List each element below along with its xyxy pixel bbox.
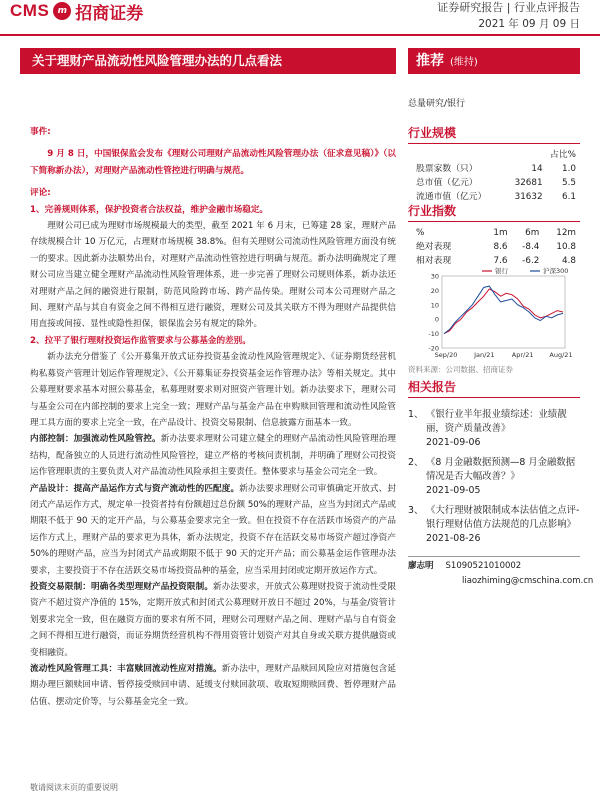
analyst-name: 廖志明 (408, 561, 434, 571)
x-tick-label: Aug/21 (549, 351, 573, 359)
product-design-paragraph (30, 481, 396, 579)
related-num: 1、 (408, 409, 424, 420)
y-tick-label: 0 (434, 315, 439, 324)
row-value: 10.8 (556, 242, 576, 252)
rating-bar (408, 48, 580, 74)
related-num: 3、 (408, 505, 424, 516)
plot-frame (442, 276, 565, 348)
col-header: 6m (525, 228, 540, 238)
rating-sub: (维持) (450, 57, 478, 68)
col-header: % (416, 228, 425, 238)
index-line-chart (420, 262, 573, 362)
y-tick-label: 20 (430, 286, 439, 295)
related-date: 2021-09-06 (426, 437, 481, 448)
related-date: 2021-08-26 (426, 533, 481, 544)
table-row (416, 176, 576, 190)
footer-note: 敬请阅读末页的重要说明 (30, 783, 118, 792)
row-value: 31632 (514, 192, 543, 202)
related-date: 2021-09-05 (426, 485, 481, 496)
row-label: 总市值（亿元） (416, 178, 478, 188)
report-title: 关于理财产品流动性风险管理办法的几点看法 (20, 48, 396, 74)
trade-limit-paragraph (30, 579, 396, 661)
analyst-email[interactable]: liaozhiming@cmschina.com.cn (462, 576, 594, 586)
table-row (416, 162, 576, 176)
header-info (437, 0, 580, 32)
related-report-item[interactable] (408, 456, 580, 498)
y-tick-label: 10 (430, 301, 439, 310)
industry-scale-table (416, 148, 576, 204)
section-2-title: 2、拉平了银行理财投资运作监管要求与公募基金的差别。 (30, 335, 251, 346)
col-header: 1m (493, 228, 508, 238)
section-1-title: 1、完善规则体系，保护投资者合法权益，维护金融市场稳定。 (30, 204, 269, 215)
row-pct: 1.0 (562, 164, 576, 174)
pct-header: 占比% (550, 150, 576, 160)
sector-label: 总量研究/银行 (408, 99, 466, 109)
x-tick-label: Jan/21 (474, 351, 495, 359)
related-text: 《8 月金融数据预测—8 月金融数据情况是否大幅改善？》 (426, 457, 576, 482)
chart-source: 资料来源：公司数据、招商证券 (408, 365, 513, 374)
row-value: 32681 (514, 178, 543, 188)
comment-title: 评论: (30, 188, 51, 199)
rating-label: 推荐 (416, 53, 444, 69)
analyst-cert: S1090521010002 (445, 561, 522, 571)
legend-label: 沪深300 (543, 267, 569, 275)
row-label: 相对表现 (416, 256, 452, 266)
logo-badge-icon: m (53, 2, 71, 20)
row-value: -6.2 (522, 256, 540, 266)
row-value: 4.8 (562, 256, 576, 266)
company-logo (10, 0, 143, 22)
internal-control-text: 新办法要求理财公司建立健全的理财产品流动性风险管理治理结构，配备独立的人员进行流动性风险管控，建立严格的考核问责机制，并明确了理财公司投资运作管理职责的主要负责人对产品流动性风险承担主要责任。整体要求与基金公司完全一致。 (30, 434, 396, 478)
trade-limit-text: 新办法要求，开放式公募理财投资于流动性受限资产不超过资产净值的 15%，定期开放式和封闭式公募理财开放日不超过 20%，与基金/资管计划要求完全一致，但在融资方面的要求有所不同，理财公司理财产品之间、理财产品与自有资金之间不得相互进行融资，而证券期货经营机构不得用资管计划资产对其自身或关联方提供融资或变相融资。 (30, 581, 396, 658)
main-body (30, 124, 396, 710)
x-tick-label: Sep/20 (434, 351, 458, 359)
product-design-text: 新办法要求理财公司审慎确定开放式、封闭式产品运作方式，规定单一投资者持有份额超过总份额 50%的理财产品，应当为封闭式产品或期限不低于 90 天的定开产品，与公募基金要求完全一致。但在投资不存在活跃市场资产的产品运作方式上，理财产品的要求更为具体，新办法规定，投资不存在活跃交易市场资产超过净资产 50%的理财产品，应当为封闭式产品或期限不低于 90 天的定开产品；而公募基金运作管理办法要求，主要投资于不存在活跃交易市场投资品种的基金，应当采用封闭或定期开放运作方式。 (30, 483, 396, 576)
series-line-bank (444, 289, 563, 334)
event-text: 9 月 8 日，中国银保监会发布《理财公司理财产品流动性风险管理办法（征求意见稿）》（以下简称新办法），对理财产品流动性管控进行明确与规范。 (30, 149, 396, 176)
row-label: 绝对表现 (416, 242, 452, 252)
row-value: 14 (531, 164, 543, 174)
related-text: 《银行业半年报业绩综述：业绩靓丽，资产质量改善》 (426, 409, 567, 434)
industry-scale-title: 行业规模 (408, 124, 580, 144)
analyst-info (408, 556, 594, 589)
product-design-title: 产品设计：提高产品运作方式与资产流动性的匹配度。 (30, 483, 240, 494)
col-header: 12m (556, 228, 576, 238)
legend-label: 银行 (495, 267, 508, 275)
related-report-item[interactable] (408, 408, 580, 450)
x-tick-label: Apr/21 (511, 351, 534, 359)
row-value: -8.4 (522, 242, 540, 252)
row-label: 股票家数（只） (416, 164, 478, 174)
row-value: 8.6 (493, 242, 508, 252)
section-2-text: 新办法充分借鉴了《公开募集开放式证券投资基金流动性风险管理规定》、《证券期货经营机构私募资产管理计划运作管理规定》、《公开募集证券投资基金运作管理办法》等相关规定。其中公募理财要求基本对照公募基金，私募理财要求则对照资产管理计划。新办法要求下，理财公司与基金公司在内部控制的要求上完全一致；理财产品与基金产品在申购赎回管理和流动性风险管理工具方面的要求上完全一致，在产品设计、投资交易限制、信息披露方面基本一致。 (30, 352, 396, 428)
industry-index-section (408, 202, 580, 268)
internal-control-title: 内部控制：加强流动性风险管控。 (30, 434, 161, 445)
trade-limit-title: 投资交易限制：明确各类型理财产品投资限制。 (30, 581, 214, 592)
related-num: 2、 (408, 457, 424, 468)
logo-cn: 招商证券 (75, 3, 144, 24)
report-date: 2021 年 09 月 09 日 (478, 18, 580, 30)
row-label: 流通市值（亿元） (416, 192, 487, 202)
logo-en: CMS (10, 1, 50, 20)
report-type: 证券研究报告 | 行业点评报告 (437, 1, 580, 14)
liquidity-tool-title: 流动性风险管理工具：丰富赎回流动性应对措施。 (30, 664, 222, 674)
industry-scale-section (408, 124, 580, 204)
related-text: 《大行理财被限制成本法估值之点评-银行理财估值方法规范的几点影响》 (426, 505, 580, 530)
liquidity-tool-text: 新办法中，理财产品赎回风险应对措施包含延期办理巨额赎回申请、暂停接受赎回申请、延缓支付赎回款项、收取短期赎回费、暂停理财产品估值、摆动定价等，与公募基金完全一致。 (30, 664, 396, 707)
industry-index-title: 行业指数 (408, 202, 580, 222)
row-pct: 5.5 (562, 178, 576, 188)
table-row (416, 240, 576, 254)
y-tick-label: 30 (430, 272, 439, 281)
event-title: 事件: (30, 127, 51, 137)
row-value: 7.6 (493, 256, 508, 266)
y-tick-label: -10 (428, 330, 439, 339)
liquidity-tool-paragraph (30, 661, 396, 710)
series-line-hs300 (444, 286, 563, 334)
related-reports-section (408, 378, 580, 552)
row-pct: 6.1 (562, 192, 576, 202)
related-title: 相关报告 (408, 378, 580, 398)
y-tick-label: -20 (428, 344, 439, 353)
section-1-text: 理财公司已成为理财市场规模最大的类型，截至 2021 年 6 月末，已筹建 28 家，理财产品存续规模合计 10 万亿元，占理财市场规模 38.8%。但有关理财公司流动性风险管理方面没有统一的要求。因此新办法顺势出台，对理财产品流动性管控进行明确与规范。新办法明确规定了理财公司应当建立健全理财产品流动性风险管理体系，进一步完善了理财公司规则体系，新办法还对理财产品之间的融资进行限制，防范风险跨市场、跨产品传染。理财公司本公司理财产品之间、理财产品与其自有资金之间不得相互进行融资，理财公司及其关联方不得为理财产品提供信用直接或间接、显性或隐性担保，银保监会另有规定的除外。 (30, 221, 396, 330)
header-divider (0, 34, 600, 36)
internal-control-paragraph (30, 431, 396, 480)
related-report-item[interactable] (408, 504, 580, 546)
